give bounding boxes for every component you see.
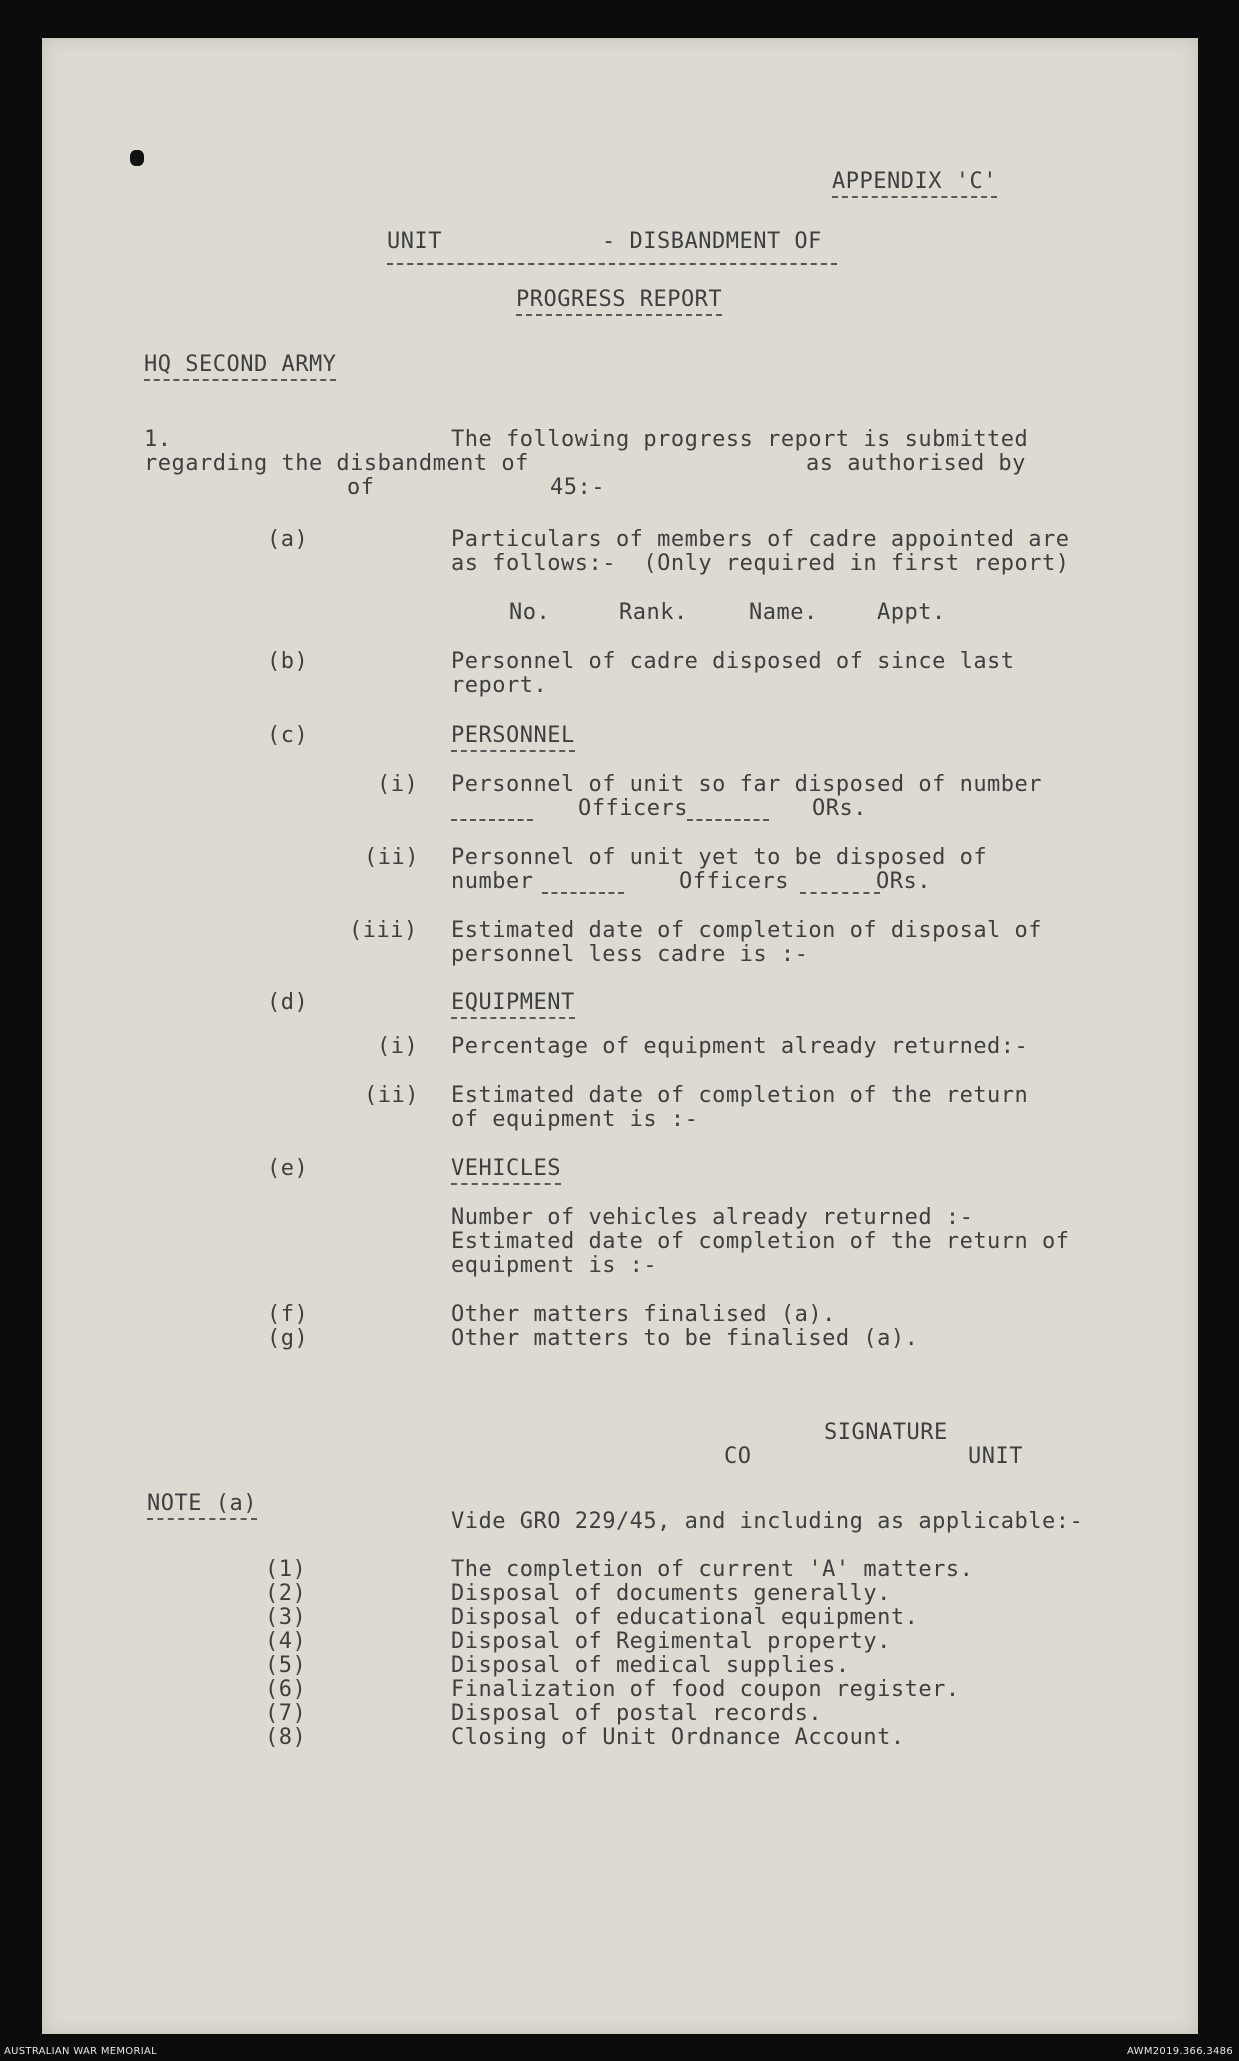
column-appt: Appt. [877,600,946,625]
item-b-label: (b) [267,649,309,674]
unit-label: UNIT [387,229,442,254]
note-list-text: Finalization of food coupon register. [451,1677,960,1702]
appendix-label: APPENDIX 'C' [832,170,997,198]
item-c-ii-ors: ORs. [876,869,931,894]
ors-blank [687,819,769,821]
item-c-ii-label: (ii) [364,845,419,870]
item-g-label: (g) [267,1326,309,1351]
item-d-i-label: (i) [377,1034,419,1059]
note-list-text: The completion of current 'A' matters. [451,1557,974,1582]
item-c-i-label: (i) [377,772,419,797]
ors-blank-2 [800,892,880,894]
ink-mark [130,150,144,166]
note-list-number: (6) [265,1677,307,1702]
addressee: HQ SECOND ARMY [144,353,336,381]
item-e-line2: Estimated date of completion of the return of [451,1229,1070,1254]
officers-blank [451,819,533,821]
item-c-ii-line1: Personnel of unit yet to be disposed of [451,845,988,870]
column-name: Name. [749,600,818,625]
item-c-i-ors: ORs. [812,796,867,821]
note-list-number: (2) [265,1581,307,1606]
note-list-text: Disposal of postal records. [451,1701,823,1726]
item-c-iii-line2: personnel less cadre is :- [451,942,809,967]
note-list-text: Disposal of Regimental property. [451,1629,891,1654]
note-list-text: Disposal of medical supplies. [451,1653,850,1678]
item-c-i-line1: Personnel of unit so far disposed of number [451,772,1043,797]
item-d-ii-line1: Estimated date of completion of the return [451,1083,1029,1108]
note-intro: Vide GRO 229/45, and including as applicable:- [451,1509,1084,1534]
column-rank: Rank. [619,600,688,625]
disbandment-label: - DISBANDMENT OF [602,229,822,254]
item-g-text: Other matters to be finalised (a). [451,1326,919,1351]
note-list-text: Disposal of documents generally. [451,1581,891,1606]
column-no: No. [509,600,551,625]
note-list-number: (1) [265,1557,307,1582]
item-c-i-officers: Officers [578,796,688,821]
item-a-line1: Particulars of members of cadre appointed are [451,527,1070,552]
para1-line1: The following progress report is submitted [451,427,1029,452]
item-c-label: (c) [267,723,309,748]
item-d-ii-line2: of equipment is :- [451,1107,699,1132]
item-c-iii-label: (iii) [349,918,418,943]
officers-blank-2 [542,892,624,894]
note-list-number: (5) [265,1653,307,1678]
note-list-number: (7) [265,1701,307,1726]
note-list-text: Disposal of educational equipment. [451,1605,919,1630]
item-b-line2: report. [451,673,548,698]
item-d-ii-label: (ii) [364,1083,419,1108]
document-page [42,38,1198,2034]
item-e-line1: Number of vehicles already returned :- [451,1205,974,1230]
item-f-text: Other matters finalised (a). [451,1302,836,1327]
item-a-line2: as follows:- (Only required in first report) [451,551,1070,576]
item-b-line1: Personnel of cadre disposed of since last [451,649,1015,674]
para1-line2-right: as authorised by [806,451,1026,476]
note-heading: NOTE (a) [147,1492,257,1520]
note-list-number: (3) [265,1605,307,1630]
para1-number: 1. [144,427,172,452]
signature-label: SIGNATURE [824,1420,948,1445]
item-d-label: (d) [267,990,309,1015]
note-list-number: (4) [265,1629,307,1654]
para1-line2-left: regarding the disbandment of [144,451,529,476]
item-c-iii-line1: Estimated date of completion of disposal of [451,918,1043,943]
item-e-line3: equipment is :- [451,1253,658,1278]
title-underline [387,263,837,265]
para1-line3-left: of [347,475,375,500]
para1-line3-right: 45:- [550,475,605,500]
signature-unit: UNIT [968,1444,1023,1469]
footer-left: AUSTRALIAN WAR MEMORIAL [4,2046,157,2057]
signature-co: CO [724,1444,752,1469]
note-list-number: (8) [265,1725,307,1750]
item-c-ii-number: number [451,869,534,894]
item-a-label: (a) [267,527,309,552]
note-list-text: Closing of Unit Ordnance Account. [451,1725,905,1750]
personnel-heading: PERSONNEL [451,724,575,752]
report-title: PROGRESS REPORT [516,288,722,316]
footer-right: AWM2019.366.3486 [1127,2046,1233,2057]
item-d-i-line1: Percentage of equipment already returned:- [451,1034,1029,1059]
item-c-ii-officers: Officers [679,869,789,894]
item-e-label: (e) [267,1156,309,1181]
vehicles-heading: VEHICLES [451,1157,561,1185]
item-f-label: (f) [267,1302,309,1327]
equipment-heading: EQUIPMENT [451,991,575,1019]
